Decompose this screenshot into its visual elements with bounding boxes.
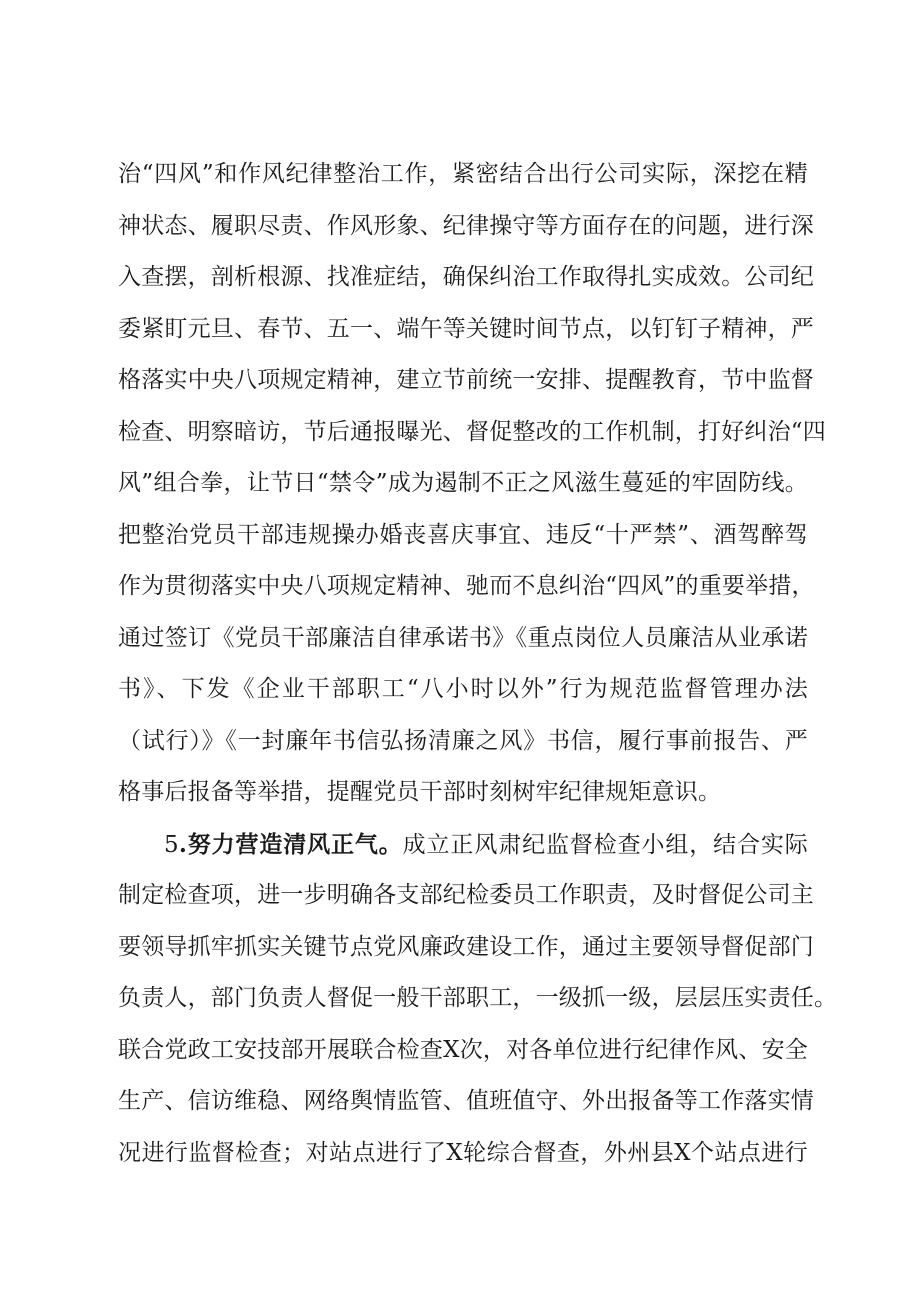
text-line: 委紧盯元旦、春节、五一、端午等关键时间节点，以钉钉子精神，严 [118, 315, 814, 342]
text-run: 成立正风肃纪监督检查小组，结合实际 [402, 831, 808, 858]
section-heading-line [118, 819, 808, 871]
text-line: 书》、下发《企业干部职工“八小时以外”行为规范监督管理办法 [118, 676, 808, 702]
paragraph-1 [118, 149, 826, 819]
text-line: 把整治党员干部违规操办婚丧喜庆事宜、违反“十严禁”、酒驾醉驾 [118, 521, 808, 548]
text-line: 格落实中央八项规定精神，建立节前统一安排、提醒教育，节中监督 [118, 367, 814, 393]
text-line: （试行）》《一封廉年书信弘扬清廉之风》书信，履行事前报告、严 [118, 727, 808, 754]
text-line: 联合党政工安技部开展联合检查X次，对各单位进行纪律作风、安全 [118, 1036, 808, 1063]
text-line: 要领导抓牢抓实关键节点党风廉政建设工作，通过主要领导督促部门 [118, 933, 814, 960]
text-line: 治“四风”和作风纪律整治工作，紧密结合出行公司实际，深挖在精 [118, 161, 808, 187]
paragraph-2 [118, 819, 838, 1180]
text-line: 入查摆，剖析根源、找准症结，确保纠治工作取得扎实成效。公司纪 [118, 264, 814, 290]
document-body [118, 149, 838, 1179]
text-line: 神状态、履职尽责、作风形象、纪律操守等方面存在的问题，进行深 [118, 212, 814, 239]
text-line: 通过签订《党员干部廉洁自律承诺书》《重点岗位人员廉洁从业承诺 [118, 624, 808, 651]
text-line: 负责人，部门负责人督促一般干部职工，一级抓一级，层层压实责任。 [118, 985, 838, 1011]
text-line: 作为贯彻落实中央八项规定精神、驰而不息纠治“四风”的重要举措， [118, 573, 815, 599]
text-line: 格事后报备等举措，提醒党员干部时刻树牢纪律规矩意识。 [118, 779, 722, 805]
text-line: 制定检查项，进一步明确各支部纪检委员工作职责，及时督促公司主 [118, 882, 814, 908]
section-heading: .努力营造清风正气。 [178, 830, 403, 858]
text-line: 生产、信访维稳、网络舆情监管、值班值守、外出报备等工作落实情 [118, 1088, 814, 1114]
section-number: 5 [164, 831, 179, 858]
text-line: 检查、明察暗访，节后通报曝光、督促整改的工作机制，打好纠治“四 [118, 418, 826, 445]
text-line: 况进行监督检查；对站点进行了X轮综合督查，外州县X个站点进行 [118, 1139, 808, 1166]
text-line: 风”组合拳，让节日“禁令”成为遏制不正之风滋生蔓延的牢固防线。 [118, 470, 808, 496]
